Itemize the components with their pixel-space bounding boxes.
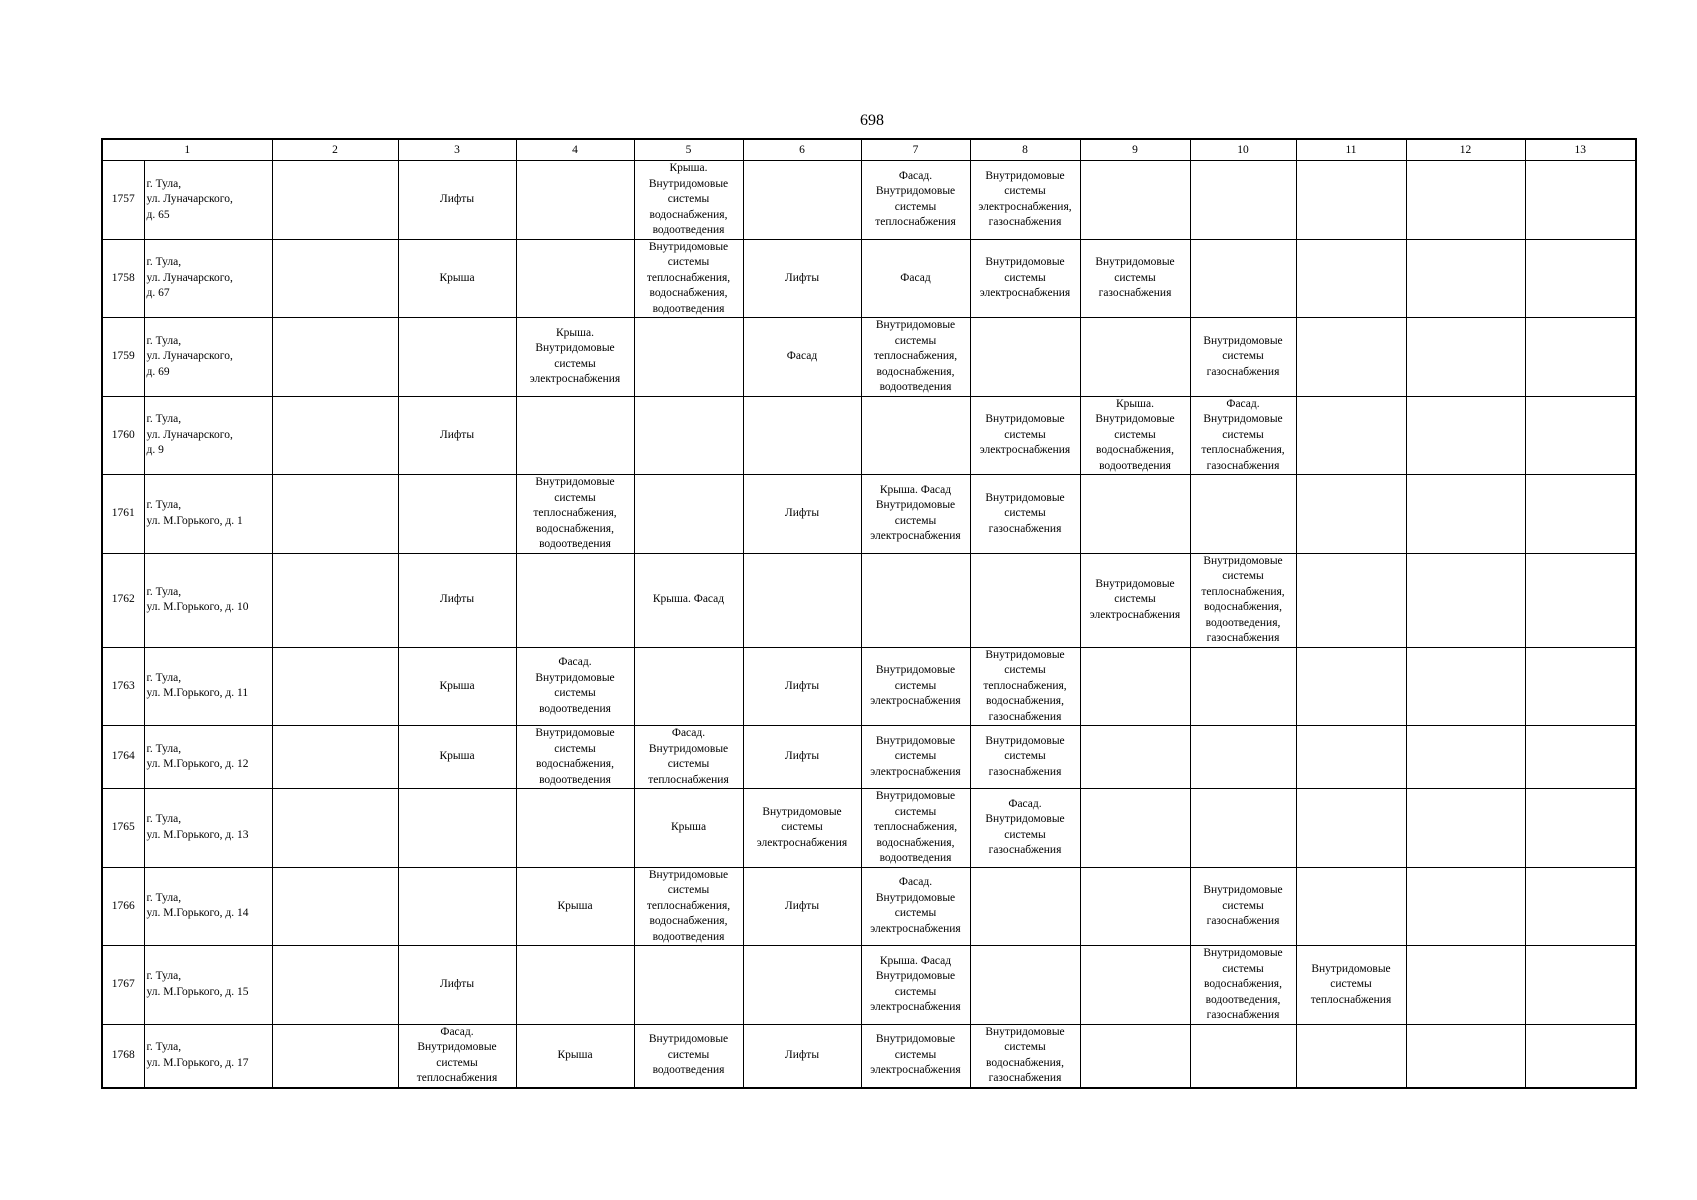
address-cell: г. Тула, ул. М.Горького, д. 15 <box>144 946 272 1025</box>
address-cell: г. Тула, ул. М.Горького, д. 14 <box>144 867 272 946</box>
work-cell-c11: Внутридомовые системы теплоснабжения <box>1296 946 1406 1025</box>
work-cell-c11 <box>1296 475 1406 554</box>
work-cell-c8 <box>970 867 1080 946</box>
work-cell-c3: Крыша <box>398 647 516 726</box>
work-cell-c11 <box>1296 318 1406 397</box>
work-cell-c12 <box>1406 726 1525 789</box>
address-cell: г. Тула, ул. М.Горького, д. 12 <box>144 726 272 789</box>
work-cell-c8: Внутридомовые системы электроснабжения <box>970 396 1080 475</box>
work-cell-c2 <box>272 946 398 1025</box>
work-cell-c2 <box>272 396 398 475</box>
column-header: 8 <box>970 139 1080 161</box>
work-cell-c10: Внутридомовые системы водоснабжения, водоотведения, газоснабжения <box>1190 946 1296 1025</box>
work-cell-c9 <box>1080 475 1190 554</box>
work-cell-c5: Крыша <box>634 789 743 868</box>
work-cell-c8: Фасад. Внутридомовые системы газоснабжения <box>970 789 1080 868</box>
column-header: 13 <box>1525 139 1636 161</box>
address-cell: г. Тула, ул. Луначарского, д. 67 <box>144 239 272 318</box>
work-cell-c4 <box>516 789 634 868</box>
work-cell-c9 <box>1080 946 1190 1025</box>
work-cell-c5: Внутридомовые системы теплоснабжения, водоснабжения, водоотведения <box>634 867 743 946</box>
work-cell-c4: Крыша <box>516 1024 634 1088</box>
work-cell-c12 <box>1406 239 1525 318</box>
work-cell-c4: Внутридомовые системы водоснабжения, водоотведения <box>516 726 634 789</box>
work-cell-c6 <box>743 946 861 1025</box>
work-cell-c12 <box>1406 867 1525 946</box>
work-cell-c3 <box>398 318 516 397</box>
work-cell-c6: Лифты <box>743 726 861 789</box>
row-number: 1763 <box>102 647 144 726</box>
work-cell-c13 <box>1525 867 1636 946</box>
address-cell: г. Тула, ул. М.Горького, д. 13 <box>144 789 272 868</box>
table-row <box>102 1024 1636 1088</box>
work-cell-c12 <box>1406 946 1525 1025</box>
table-row <box>102 318 1636 397</box>
work-cell-c8 <box>970 946 1080 1025</box>
work-cell-c11 <box>1296 396 1406 475</box>
work-cell-c2 <box>272 239 398 318</box>
work-cell-c5: Внутридомовые системы водоотведения <box>634 1024 743 1088</box>
work-cell-c13 <box>1525 789 1636 868</box>
work-cell-c2 <box>272 647 398 726</box>
work-cell-c12 <box>1406 647 1525 726</box>
row-number: 1760 <box>102 396 144 475</box>
work-cell-c7: Фасад. Внутридомовые системы электроснабжения <box>861 867 970 946</box>
work-cell-c5: Крыша. Внутридомовые системы водоснабжения, водоотведения <box>634 161 743 240</box>
work-cell-c4 <box>516 239 634 318</box>
table-row <box>102 726 1636 789</box>
work-cell-c10 <box>1190 161 1296 240</box>
row-number: 1766 <box>102 867 144 946</box>
work-cell-c9 <box>1080 161 1190 240</box>
work-cell-c4 <box>516 161 634 240</box>
work-cell-c6: Лифты <box>743 1024 861 1088</box>
page-number: 698 <box>860 112 884 129</box>
work-cell-c11 <box>1296 867 1406 946</box>
work-cell-c10 <box>1190 789 1296 868</box>
work-cell-c5: Фасад. Внутридомовые системы теплоснабжения <box>634 726 743 789</box>
work-cell-c13 <box>1525 239 1636 318</box>
work-cell-c3: Лифты <box>398 396 516 475</box>
work-cell-c9: Крыша. Внутридомовые системы водоснабжения, водоотведения <box>1080 396 1190 475</box>
work-cell-c4: Крыша <box>516 867 634 946</box>
work-cell-c10 <box>1190 475 1296 554</box>
work-cell-c7: Фасад <box>861 239 970 318</box>
work-cell-c9 <box>1080 867 1190 946</box>
work-cell-c7: Внутридомовые системы теплоснабжения, водоснабжения, водоотведения <box>861 318 970 397</box>
work-cell-c4: Внутридомовые системы теплоснабжения, водоснабжения, водоотведения <box>516 475 634 554</box>
table-row <box>102 647 1636 726</box>
work-cell-c13 <box>1525 726 1636 789</box>
work-cell-c5 <box>634 475 743 554</box>
work-cell-c6 <box>743 161 861 240</box>
work-cell-c9 <box>1080 789 1190 868</box>
work-cell-c13 <box>1525 946 1636 1025</box>
work-cell-c13 <box>1525 1024 1636 1088</box>
work-cell-c12 <box>1406 1024 1525 1088</box>
work-cell-c9 <box>1080 726 1190 789</box>
row-number: 1765 <box>102 789 144 868</box>
address-cell: г. Тула, ул. Луначарского, д. 65 <box>144 161 272 240</box>
column-header: 11 <box>1296 139 1406 161</box>
table-row <box>102 946 1636 1025</box>
work-cell-c11 <box>1296 161 1406 240</box>
work-cell-c13 <box>1525 553 1636 647</box>
work-cell-c3: Фасад. Внутридомовые системы теплоснабжения <box>398 1024 516 1088</box>
work-cell-c7 <box>861 396 970 475</box>
work-cell-c13 <box>1525 161 1636 240</box>
work-cell-c10: Внутридомовые системы газоснабжения <box>1190 318 1296 397</box>
column-header: 4 <box>516 139 634 161</box>
work-cell-c9: Внутридомовые системы электроснабжения <box>1080 553 1190 647</box>
work-cell-c6: Лифты <box>743 239 861 318</box>
work-cell-c13 <box>1525 475 1636 554</box>
work-cell-c5 <box>634 946 743 1025</box>
work-cell-c4: Крыша. Внутридомовые системы электроснабжения <box>516 318 634 397</box>
work-cell-c11 <box>1296 647 1406 726</box>
work-cell-c12 <box>1406 475 1525 554</box>
row-number: 1761 <box>102 475 144 554</box>
work-cell-c6: Лифты <box>743 647 861 726</box>
schedule-table <box>101 138 1637 1089</box>
work-cell-c5: Крыша. Фасад <box>634 553 743 647</box>
address-cell: г. Тула, ул. М.Горького, д. 11 <box>144 647 272 726</box>
work-cell-c11 <box>1296 1024 1406 1088</box>
work-cell-c4 <box>516 553 634 647</box>
work-cell-c3: Крыша <box>398 726 516 789</box>
column-header: 12 <box>1406 139 1525 161</box>
work-cell-c6 <box>743 553 861 647</box>
table-row <box>102 867 1636 946</box>
work-cell-c6 <box>743 396 861 475</box>
work-cell-c3: Лифты <box>398 161 516 240</box>
work-cell-c7: Внутридомовые системы электроснабжения <box>861 726 970 789</box>
work-cell-c7: Внутридомовые системы теплоснабжения, водоснабжения, водоотведения <box>861 789 970 868</box>
row-number: 1759 <box>102 318 144 397</box>
work-cell-c5: Внутридомовые системы теплоснабжения, водоснабжения, водоотведения <box>634 239 743 318</box>
work-cell-c13 <box>1525 396 1636 475</box>
work-cell-c8: Внутридомовые системы теплоснабжения, водоснабжения, газоснабжения <box>970 647 1080 726</box>
work-cell-c9: Внутридомовые системы газоснабжения <box>1080 239 1190 318</box>
table-row <box>102 239 1636 318</box>
work-cell-c9 <box>1080 1024 1190 1088</box>
work-cell-c2 <box>272 726 398 789</box>
work-cell-c11 <box>1296 239 1406 318</box>
work-cell-c3: Лифты <box>398 553 516 647</box>
work-cell-c2 <box>272 789 398 868</box>
work-cell-c12 <box>1406 396 1525 475</box>
work-cell-c8 <box>970 553 1080 647</box>
work-cell-c12 <box>1406 789 1525 868</box>
work-cell-c10 <box>1190 1024 1296 1088</box>
row-number: 1764 <box>102 726 144 789</box>
work-cell-c7 <box>861 553 970 647</box>
work-cell-c4 <box>516 946 634 1025</box>
work-cell-c3 <box>398 789 516 868</box>
work-cell-c7: Крыша. Фасад Внутридомовые системы электроснабжения <box>861 946 970 1025</box>
work-cell-c11 <box>1296 553 1406 647</box>
column-header: 5 <box>634 139 743 161</box>
work-cell-c9 <box>1080 318 1190 397</box>
column-header: 10 <box>1190 139 1296 161</box>
row-number: 1767 <box>102 946 144 1025</box>
address-cell: г. Тула, ул. М.Горького, д. 1 <box>144 475 272 554</box>
column-header: 2 <box>272 139 398 161</box>
table-row <box>102 161 1636 240</box>
address-cell: г. Тула, ул. Луначарского, д. 9 <box>144 396 272 475</box>
work-cell-c10 <box>1190 239 1296 318</box>
work-cell-c3 <box>398 867 516 946</box>
row-number: 1762 <box>102 553 144 647</box>
work-cell-c5 <box>634 647 743 726</box>
work-cell-c3: Крыша <box>398 239 516 318</box>
work-cell-c7: Внутридомовые системы электроснабжения <box>861 1024 970 1088</box>
work-cell-c10: Фасад. Внутридомовые системы теплоснабжения, газоснабжения <box>1190 396 1296 475</box>
work-cell-c13 <box>1525 318 1636 397</box>
work-cell-c7: Внутридомовые системы электроснабжения <box>861 647 970 726</box>
work-cell-c2 <box>272 161 398 240</box>
work-cell-c3 <box>398 475 516 554</box>
header-row <box>102 139 1636 161</box>
work-cell-c2 <box>272 867 398 946</box>
address-cell: г. Тула, ул. М.Горького, д. 17 <box>144 1024 272 1088</box>
work-cell-c11 <box>1296 726 1406 789</box>
work-cell-c2 <box>272 318 398 397</box>
work-cell-c2 <box>272 1024 398 1088</box>
work-cell-c7: Крыша. Фасад Внутридомовые системы электроснабжения <box>861 475 970 554</box>
work-cell-c10 <box>1190 647 1296 726</box>
work-cell-c8: Внутридомовые системы электроснабжения, газоснабжения <box>970 161 1080 240</box>
row-number: 1758 <box>102 239 144 318</box>
work-cell-c12 <box>1406 161 1525 240</box>
work-cell-c8: Внутридомовые системы водоснабжения, газоснабжения <box>970 1024 1080 1088</box>
column-header: 7 <box>861 139 970 161</box>
work-cell-c9 <box>1080 647 1190 726</box>
table-row <box>102 396 1636 475</box>
row-number: 1757 <box>102 161 144 240</box>
work-cell-c8: Внутридомовые системы газоснабжения <box>970 475 1080 554</box>
address-cell: г. Тула, ул. Луначарского, д. 69 <box>144 318 272 397</box>
table-row <box>102 553 1636 647</box>
work-cell-c8 <box>970 318 1080 397</box>
table-row <box>102 475 1636 554</box>
work-cell-c6: Лифты <box>743 475 861 554</box>
work-cell-c2 <box>272 553 398 647</box>
work-cell-c10: Внутридомовые системы теплоснабжения, водоснабжения, водоотведения, газоснабжения <box>1190 553 1296 647</box>
work-cell-c3: Лифты <box>398 946 516 1025</box>
address-cell: г. Тула, ул. М.Горького, д. 10 <box>144 553 272 647</box>
work-cell-c12 <box>1406 553 1525 647</box>
row-number: 1768 <box>102 1024 144 1088</box>
work-cell-c7: Фасад. Внутридомовые системы теплоснабжения <box>861 161 970 240</box>
work-cell-c5 <box>634 396 743 475</box>
work-cell-c12 <box>1406 318 1525 397</box>
work-cell-c6: Фасад <box>743 318 861 397</box>
column-header: 3 <box>398 139 516 161</box>
column-header: 1 <box>102 139 272 161</box>
work-cell-c6: Лифты <box>743 867 861 946</box>
work-cell-c5 <box>634 318 743 397</box>
work-cell-c10: Внутридомовые системы газоснабжения <box>1190 867 1296 946</box>
work-cell-c6: Внутридомовые системы электроснабжения <box>743 789 861 868</box>
work-cell-c8: Внутридомовые системы газоснабжения <box>970 726 1080 789</box>
column-header: 9 <box>1080 139 1190 161</box>
table-row <box>102 789 1636 868</box>
work-cell-c2 <box>272 475 398 554</box>
work-cell-c13 <box>1525 647 1636 726</box>
work-cell-c4 <box>516 396 634 475</box>
work-cell-c11 <box>1296 789 1406 868</box>
work-cell-c10 <box>1190 726 1296 789</box>
column-header: 6 <box>743 139 861 161</box>
work-cell-c8: Внутридомовые системы электроснабжения <box>970 239 1080 318</box>
work-cell-c4: Фасад. Внутридомовые системы водоотведения <box>516 647 634 726</box>
